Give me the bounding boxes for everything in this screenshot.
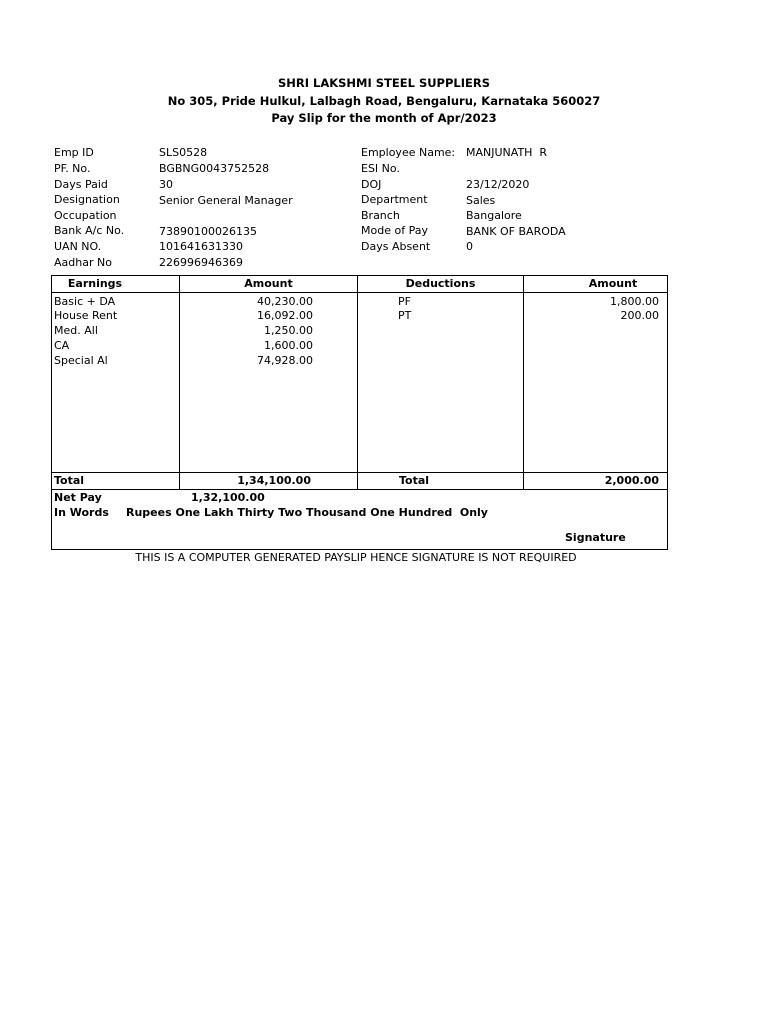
department-label: Department <box>361 193 428 206</box>
esi-no-label: ESI No. <box>361 162 400 175</box>
in-words-value: Rupees One Lakh Thirty Two Thousand One Hundred Only <box>126 506 488 519</box>
pf-no-value: BGBNG0043752528 <box>159 162 270 175</box>
signature-label: Signature <box>565 531 626 544</box>
deductions-amount-header: Amount <box>588 277 638 290</box>
earning-amount: 1,250.00 <box>264 324 313 337</box>
branch-label: Branch <box>361 209 400 222</box>
emp-id-label: Emp ID <box>54 146 94 159</box>
earning-amount: 40,230.00 <box>257 295 313 308</box>
earning-name: House Rent <box>54 309 118 322</box>
pf-no-label: PF. No. <box>54 162 91 175</box>
deduction-amount: 200.00 <box>620 309 659 322</box>
days-paid-value: 30 <box>159 178 173 191</box>
deduction-name: PT <box>398 309 412 322</box>
earning-name: Med. All <box>54 324 98 337</box>
employee-name-value: MANJUNATH R <box>466 146 548 159</box>
deductions-header: Deductions <box>405 277 476 290</box>
earnings-header: Earnings <box>67 277 123 290</box>
mode-of-pay-value: BANK OF BARODA <box>466 225 566 238</box>
designation-label: Designation <box>54 193 120 206</box>
doj-label: DOJ <box>361 178 382 191</box>
payslip-title: Pay Slip for the month of Apr/2023 <box>271 111 497 125</box>
designation-value: Senior General Manager <box>159 194 293 207</box>
days-absent-label: Days Absent <box>361 240 431 253</box>
earning-amount: 1,600.00 <box>264 339 313 352</box>
total-row-bottom-divider <box>51 489 668 490</box>
company-address: No 305, Pride Hulkul, Lalbagh Road, Bengaluru, Karnataka 560027 <box>167 94 601 108</box>
uan-no-label: UAN NO. <box>54 240 102 253</box>
total-deductions-value: 2,000.00 <box>604 474 659 487</box>
company-name: SHRI LAKSHMI STEEL SUPPLIERS <box>277 76 491 90</box>
total-deductions-label: Total <box>399 474 430 487</box>
in-words-label: In Words <box>54 506 109 519</box>
deduction-name: PF <box>398 295 411 308</box>
employee-name-label: Employee Name: <box>361 146 456 159</box>
earning-name: Basic + DA <box>54 295 116 308</box>
earning-amount: 16,092.00 <box>257 309 313 322</box>
column-divider <box>357 275 358 489</box>
doj-value: 23/12/2020 <box>466 178 530 191</box>
earnings-amount-header: Amount <box>244 277 293 290</box>
net-pay-value: 1,32,100.00 <box>191 491 265 504</box>
net-pay-label: Net Pay <box>54 491 102 504</box>
emp-id-value: SLS0528 <box>159 146 208 159</box>
header-row-divider <box>51 292 668 293</box>
computer-generated-note: THIS IS A COMPUTER GENERATED PAYSLIP HENCE SIGNATURE IS NOT REQUIRED <box>135 551 577 564</box>
total-earnings-value: 1,34,100.00 <box>237 474 311 487</box>
earning-name: Special Al <box>54 354 108 367</box>
aadhar-no-value: 226996946369 <box>159 256 243 269</box>
total-earnings-label: Total <box>54 474 85 487</box>
days-absent-value: 0 <box>466 240 473 253</box>
deduction-amount: 1,800.00 <box>610 295 659 308</box>
earning-amount: 74,928.00 <box>257 354 313 367</box>
bank-ac-label: Bank A/c No. <box>54 224 125 237</box>
branch-value: Bangalore <box>466 209 522 222</box>
days-paid-label: Days Paid <box>54 178 108 191</box>
uan-no-value: 101641631330 <box>159 240 243 253</box>
earning-name: CA <box>54 339 70 352</box>
total-row-top-divider <box>51 472 668 473</box>
bank-ac-value: 73890100026135 <box>159 225 257 238</box>
department-value: Sales <box>466 194 496 207</box>
occupation-label: Occupation <box>54 209 117 222</box>
mode-of-pay-label: Mode of Pay <box>361 224 428 237</box>
aadhar-no-label: Aadhar No <box>54 256 112 269</box>
